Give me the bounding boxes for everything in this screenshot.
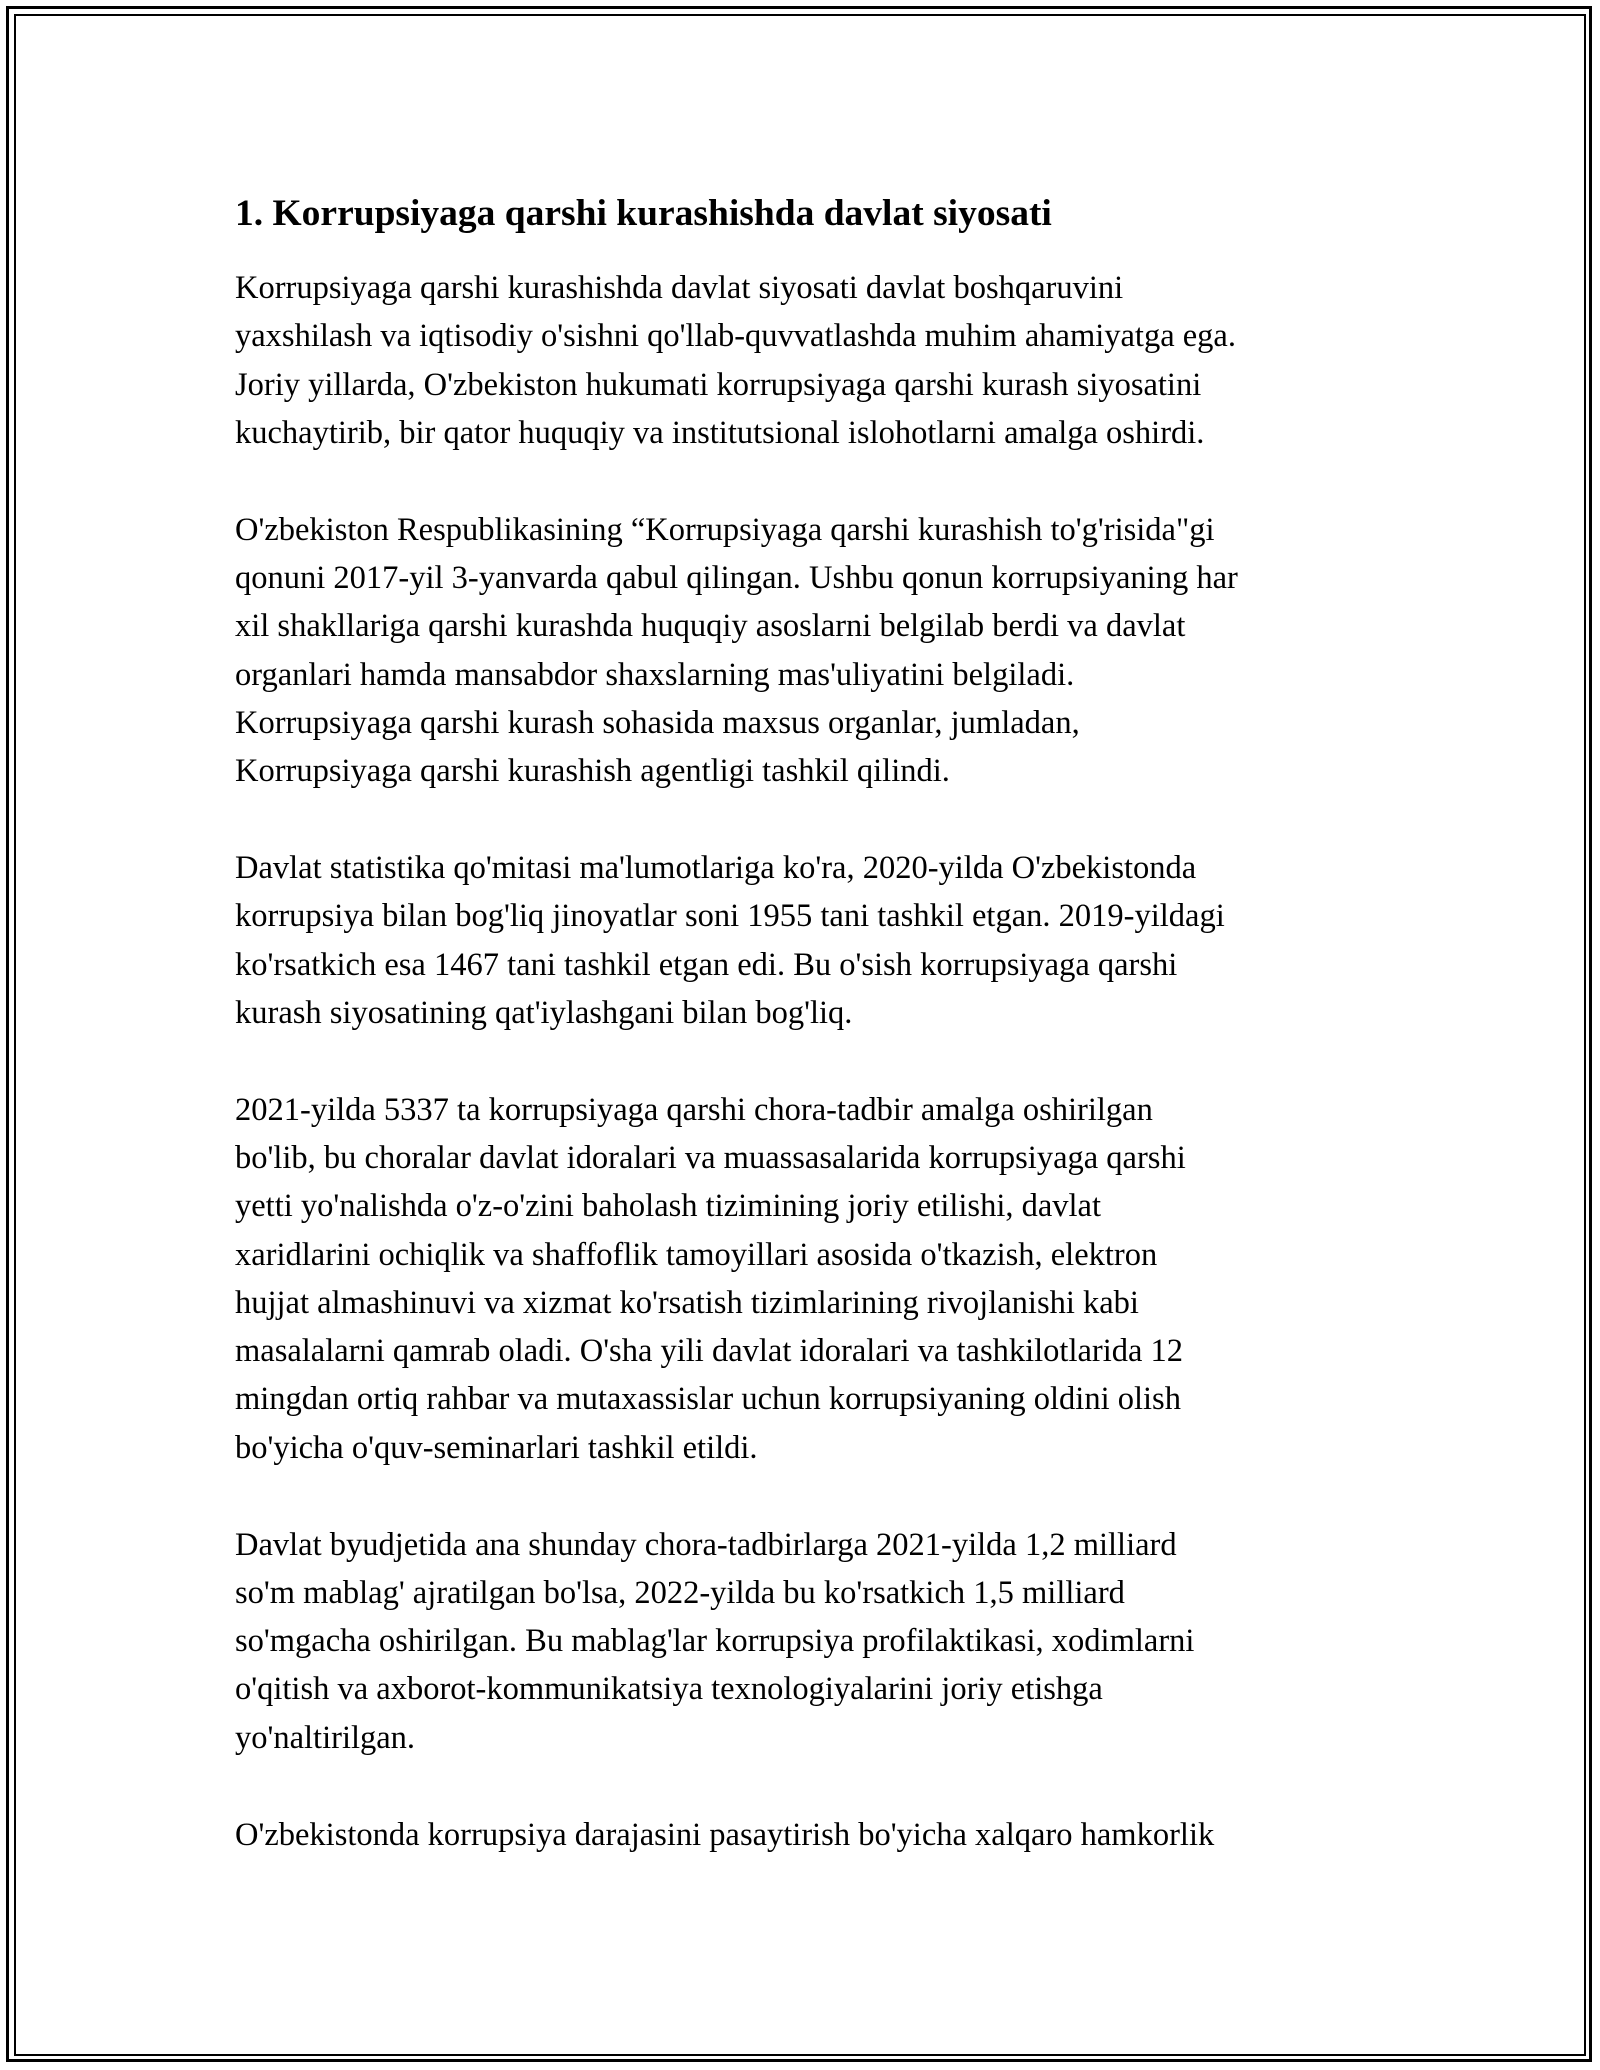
text-line: Korrupsiyaga qarshi kurashish agentligi tashkil qilindi. [235, 753, 950, 790]
text-line: ko'rsatkich esa 1467 tani tashkil etgan edi. Bu o'sish korrupsiyaga qarshi [235, 946, 1178, 983]
text-line: qonuni 2017-yil 3-yanvarda qabul qilingan. Ushbu qonun korrupsiyaning har [235, 559, 1238, 596]
paragraph-intro [235, 264, 1395, 457]
text-line: xil shakllariga qarshi kurashda huquqiy asoslarni belgilab berdi va davlat [235, 608, 1186, 645]
text-line: hujjat almashinuvi va xizmat ko'rsatish tizimlarining rivojlanishi kabi [235, 1284, 1139, 1321]
text-line: bo'yicha o'quv-seminarlari tashkil etildi. [235, 1429, 758, 1466]
paragraph-budget [235, 1521, 1395, 1762]
text-line: Korrupsiyaga qarshi kurashishda davlat siyosati davlat boshqaruvini [235, 270, 1124, 306]
text-line: mingdan ortiq rahbar va mutaxassislar uchun korrupsiyaning oldini olish [235, 1381, 1181, 1418]
text-line: organlari hamda mansabdor shaxslarning mas'uliyatini belgiladi. [235, 656, 1075, 693]
text-line: O'zbekistonda korrupsiya darajasini pasaytirish bo'yicha xalqaro hamkorlik [235, 1816, 1215, 1853]
text-line: Davlat statistika qo'mitasi ma'lumotlariga ko'ra, 2020-yilda O'zbekistonda [235, 849, 1197, 886]
paragraph-measures-2021 [235, 1086, 1395, 1472]
text-line: korrupsiya bilan bog'liq jinoyatlar soni 1955 tani tashkil etgan. 2019-yildagi [235, 898, 1225, 935]
text-line: Korrupsiyaga qarshi kurash sohasida maxsus organlar, jumladan, [235, 704, 1080, 741]
paragraph-international [235, 1811, 1395, 1859]
section-heading: 1. Korrupsiyaga qarshi kurashishda davlat siyosati [235, 193, 1052, 234]
text-line: so'm mablag' ajratilgan bo'lsa, 2022-yilda bu ko'rsatkich 1,5 milliard [235, 1574, 1125, 1611]
text-line: so'mgacha oshirilgan. Bu mablag'lar korrupsiya profilaktikasi, xodimlarni [235, 1623, 1195, 1660]
text-line: yaxshilash va iqtisodiy o'sishni qo'llab-quvvatlashda muhim ahamiyatga ega. [235, 318, 1236, 355]
paragraph-law [235, 506, 1395, 796]
text-line: O'zbekiston Respublikasining “Korrupsiyaga qarshi kurashish to'g'risida"gi [235, 511, 1215, 548]
text-line: yetti yo'nalishda o'z-o'zini baholash tizimining joriy etilishi, davlat [235, 1188, 1102, 1225]
text-line: bo'lib, bu choralar davlat idoralari va muassasalarida korrupsiyaga qarshi [235, 1139, 1186, 1176]
document-body [235, 190, 1395, 1907]
text-line: 2021-yilda 5337 ta korrupsiyaga qarshi chora-tadbir amalga oshirilgan [235, 1091, 1153, 1128]
text-line: kurash siyosatining qat'iylashgani bilan bog'liq. [235, 994, 853, 1031]
text-line: yo'naltirilgan. [235, 1719, 416, 1756]
text-line: Joriy yillarda, O'zbekiston hukumati korrupsiyaga qarshi kurash siyosatini [235, 366, 1202, 403]
text-line: masalalarni qamrab oladi. O'sha yili davlat idoralari va tashkilotlarida 12 [235, 1333, 1184, 1370]
paragraph-statistics [235, 844, 1395, 1037]
text-line: Davlat byudjetida ana shunday chora-tadbirlarga 2021-yilda 1,2 milliard [235, 1526, 1177, 1563]
text-line: kuchaytirib, bir qator huquqiy va institutsional islohotlarni amalga oshirdi. [235, 414, 1205, 451]
text-line: o'qitish va axborot-kommunikatsiya texnologiyalarini joriy etishga [235, 1671, 1103, 1708]
text-line: xaridlarini ochiqlik va shaffoflik tamoyillari asosida o'tkazish, elektron [235, 1236, 1158, 1273]
